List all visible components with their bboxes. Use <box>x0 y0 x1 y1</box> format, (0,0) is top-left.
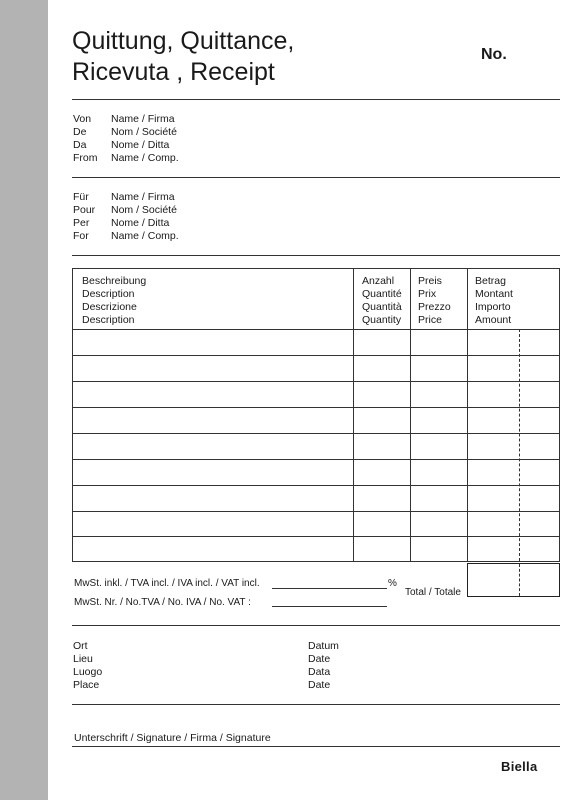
binding-strip <box>0 0 48 800</box>
header-text: Price <box>418 314 442 326</box>
date-label: Date <box>308 653 331 665</box>
place-label: Place <box>73 679 100 691</box>
table-row-line <box>73 485 559 486</box>
place-label: Lieu <box>73 653 93 665</box>
date-label: Data <box>308 666 331 678</box>
cents-divider <box>519 564 520 596</box>
table-row-line <box>73 355 559 356</box>
header-quantity <box>362 275 402 327</box>
header-text: Description <box>82 288 135 300</box>
from-row <box>73 113 179 126</box>
for-label: Name / Comp. <box>111 230 179 242</box>
header-text: Quantità <box>362 301 402 313</box>
for-label: Name / Firma <box>111 191 175 203</box>
divider <box>72 99 560 100</box>
for-row <box>73 191 179 204</box>
for-lang: Per <box>73 217 90 229</box>
date-block <box>308 640 339 692</box>
from-row <box>73 152 179 165</box>
table-row-line <box>73 459 559 460</box>
header-text: Preis <box>418 275 442 287</box>
column-divider <box>467 269 468 561</box>
place-block <box>73 640 102 692</box>
header-text: Prezzo <box>418 301 451 313</box>
header-text: Importo <box>475 301 511 313</box>
from-label: Nom / Société <box>111 126 177 138</box>
for-block <box>73 191 179 243</box>
header-text: Description <box>82 314 135 326</box>
receipt-number-label: No. <box>481 46 507 63</box>
table-row-line <box>73 407 559 408</box>
from-row <box>73 139 179 152</box>
date-label: Datum <box>308 640 339 652</box>
column-divider <box>353 269 354 561</box>
header-description <box>82 275 146 327</box>
table-row-line <box>73 536 559 537</box>
from-lang: De <box>73 126 87 138</box>
from-lang: Da <box>73 139 87 151</box>
place-label: Ort <box>73 640 88 652</box>
header-text: Montant <box>475 288 513 300</box>
from-label: Name / Comp. <box>111 152 179 164</box>
table-row-line <box>73 329 559 330</box>
for-lang: Pour <box>73 204 96 216</box>
divider <box>72 255 560 256</box>
from-lang: Von <box>73 113 92 125</box>
vat-rate-field[interactable] <box>272 588 387 589</box>
total-box[interactable] <box>467 563 560 597</box>
biella-logo: Biella <box>501 759 538 774</box>
header-text: Betrag <box>475 275 506 287</box>
items-table <box>72 268 560 562</box>
receipt-title <box>72 26 294 88</box>
from-label: Name / Firma <box>111 113 175 125</box>
divider <box>72 177 560 178</box>
header-text: Prix <box>418 288 437 300</box>
from-block <box>73 113 179 165</box>
vat-included-label: MwSt. inkl. / TVA incl. / IVA incl. / VAT incl. <box>74 578 260 589</box>
header-amount <box>475 275 513 327</box>
vat-number-field[interactable] <box>272 606 387 607</box>
from-label: Nome / Ditta <box>111 139 170 151</box>
header-text: Amount <box>475 314 512 326</box>
for-label: Nome / Ditta <box>111 217 170 229</box>
vat-number-label: MwSt. Nr. / No.TVA / No. IVA / No. VAT : <box>74 597 251 608</box>
header-text: Quantity <box>362 314 402 326</box>
for-lang: Für <box>73 191 89 203</box>
divider <box>72 625 560 626</box>
total-label: Total / Totale <box>405 587 461 598</box>
table-row-line <box>73 433 559 434</box>
signature-line <box>72 746 560 747</box>
header-text: Quantité <box>362 288 402 300</box>
title-line-2: Ricevuta , Receipt <box>72 58 275 86</box>
for-label: Nom / Société <box>111 204 177 216</box>
title-line-1: Quittung, Quittance, <box>72 27 295 55</box>
divider <box>72 704 560 705</box>
table-row-line <box>73 511 559 512</box>
header-price <box>418 275 451 327</box>
percent-sign: % <box>388 578 397 589</box>
table-row-line <box>73 381 559 382</box>
header-text: Descrizione <box>82 301 137 313</box>
from-lang: From <box>73 152 98 164</box>
place-label: Luogo <box>73 666 103 678</box>
header-text: Beschreibung <box>82 275 147 287</box>
for-row <box>73 230 179 243</box>
column-divider <box>410 269 411 561</box>
header-text: Anzahl <box>362 275 395 287</box>
from-row <box>73 126 179 139</box>
date-label: Date <box>308 679 331 691</box>
for-row <box>73 204 179 217</box>
for-lang: For <box>73 230 89 242</box>
cents-divider <box>519 329 520 561</box>
for-row <box>73 217 179 230</box>
signature-label: Unterschrift / Signature / Firma / Signature <box>74 732 271 744</box>
